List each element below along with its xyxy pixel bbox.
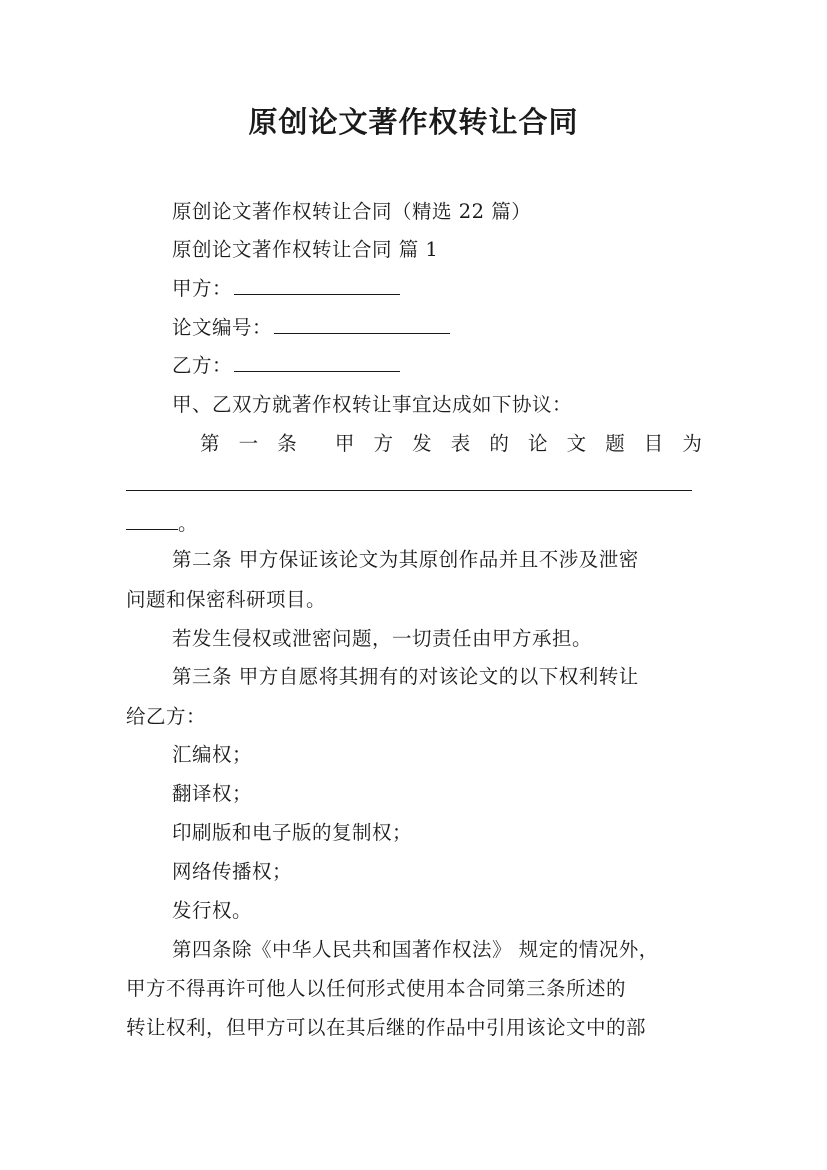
party-a-blank <box>234 278 400 295</box>
agreement-intro: 甲、乙双方就著作权转让事宜达成如下协议： <box>172 393 573 416</box>
article4-line3: 转让权利，但甲方可以在其后继的作品中引用该论文中的部 <box>126 1016 647 1039</box>
article1-char: 第 <box>200 432 220 455</box>
subtitle-line: 原创论文著作权转让合同（精选 22 篇） <box>172 200 532 223</box>
article2-line2: 问题和保密科研项目。 <box>126 588 327 611</box>
article1-title-blank <box>126 490 692 491</box>
document-title: 原创论文著作权转让合同 <box>248 105 579 139</box>
article1-title-blank-end <box>126 513 178 530</box>
paper-number-line <box>172 314 450 342</box>
article1-char: 论 <box>527 432 548 455</box>
article1-char: 甲 <box>334 432 355 455</box>
party-b-label: 乙方： <box>172 354 233 377</box>
paper-number-blank <box>274 317 450 334</box>
article1-char: 条 <box>277 432 297 455</box>
paper-number-label: 论文编号： <box>172 316 273 339</box>
article1-char: 一 <box>238 432 259 455</box>
article3-line2: 给乙方： <box>126 705 207 728</box>
article1-char: 目 <box>643 432 664 455</box>
article1-line <box>200 430 702 458</box>
article1-char: 文 <box>566 432 587 455</box>
right-item: 网络传播权； <box>172 860 293 883</box>
article4-line2: 甲方不得再许可他人以任何形式使用本合同第三条所述的 <box>126 977 627 1000</box>
article1-char: 方 <box>373 432 394 455</box>
article1-end-mark: 。 <box>178 512 198 535</box>
article1-end-line <box>126 510 198 538</box>
party-a-label: 甲方： <box>172 277 233 300</box>
party-b-line <box>172 352 400 380</box>
article1-char: 的 <box>489 432 509 455</box>
article3-line1: 第三条 甲方自愿将其拥有的对该论文的以下权利转让 <box>172 665 639 688</box>
article1-char: 发 <box>412 432 432 455</box>
article1-char: 表 <box>450 432 471 455</box>
party-b-blank <box>234 355 400 372</box>
article2-line1: 第二条 甲方保证该论文为其原创作品并且不涉及泄密 <box>172 548 639 571</box>
party-a-line <box>172 275 400 303</box>
right-item: 翻译权； <box>172 782 253 805</box>
section-heading: 原创论文著作权转让合同 篇 1 <box>172 238 439 261</box>
article1-char: 为 <box>682 432 702 455</box>
right-item: 发行权。 <box>172 899 253 922</box>
article4-line1: 第四条除《中华人民共和国著作权法》 规定的情况外， <box>172 938 659 961</box>
right-item: 印刷版和电子版的复制权； <box>172 821 413 844</box>
right-item: 汇编权； <box>172 743 253 766</box>
article1-char: 题 <box>605 432 625 455</box>
article2-note: 若发生侵权或泄密问题，一切责任由甲方承担。 <box>172 627 593 650</box>
